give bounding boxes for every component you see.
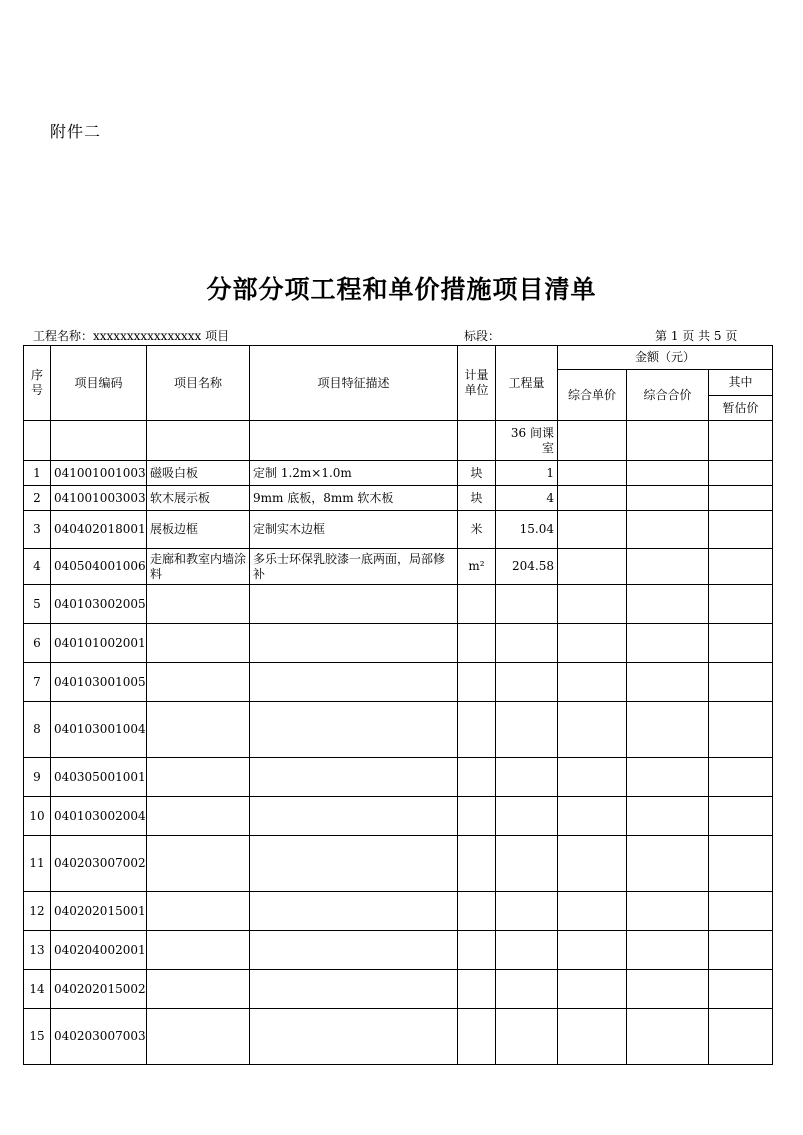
cell-amount-empty <box>558 931 627 970</box>
cell-name: 磁吸白板 <box>147 461 250 486</box>
cell-amount-empty <box>558 549 627 585</box>
cell-code: 041001001003 <box>51 461 147 486</box>
cell-code: 040402018001 <box>51 511 147 549</box>
cell-desc <box>250 970 458 1009</box>
cell-qty <box>496 797 558 836</box>
cell-desc <box>250 797 458 836</box>
cell-qty <box>496 663 558 702</box>
table-row <box>24 486 773 511</box>
cell-amount-empty <box>627 758 709 797</box>
table-cell <box>709 421 773 461</box>
table-cell <box>147 421 250 461</box>
cell-amount-empty <box>558 892 627 931</box>
cell-name <box>147 931 250 970</box>
cell-qty: 4 <box>496 486 558 511</box>
cell-code: 040203007003 <box>51 1009 147 1065</box>
cell-amount-empty <box>627 624 709 663</box>
table-row <box>24 624 773 663</box>
table-row <box>24 797 773 836</box>
cell-desc <box>250 892 458 931</box>
cell-seq: 7 <box>24 663 51 702</box>
cell-amount-empty <box>709 931 773 970</box>
cell-code: 040204002001 <box>51 931 147 970</box>
cell-amount-empty <box>558 511 627 549</box>
table-cell <box>627 421 709 461</box>
cell-unit <box>458 970 496 1009</box>
cell-amount-empty <box>558 797 627 836</box>
document-title: 分部分项工程和单价措施项目清单 <box>206 275 597 304</box>
cell-name <box>147 1009 250 1065</box>
cell-desc <box>250 702 458 758</box>
cell-amount-empty <box>627 1009 709 1065</box>
cell-qty: 1 <box>496 461 558 486</box>
cell-code: 040202015001 <box>51 892 147 931</box>
cell-seq: 8 <box>24 702 51 758</box>
cell-amount-empty <box>709 892 773 931</box>
table-row <box>24 461 773 486</box>
cell-unit <box>458 892 496 931</box>
table-row <box>24 1009 773 1065</box>
bill-of-quantities-table <box>23 345 773 1065</box>
cell-amount-empty <box>558 461 627 486</box>
cell-amount-empty <box>558 702 627 758</box>
cell-desc <box>250 585 458 624</box>
cell-unit <box>458 585 496 624</box>
cell-name <box>147 702 250 758</box>
cell-code: 040103001005 <box>51 663 147 702</box>
cell-unit <box>458 758 496 797</box>
cell-qty: 204.58 <box>496 549 558 585</box>
header-total-price: 综合合价 <box>627 370 709 421</box>
cell-qty <box>496 758 558 797</box>
cell-qty: 15.04 <box>496 511 558 549</box>
cell-qty <box>496 836 558 892</box>
summary-qty: 36 间课室 <box>496 421 558 461</box>
cell-name: 展板边框 <box>147 511 250 549</box>
table-row <box>24 758 773 797</box>
cell-amount-empty <box>709 758 773 797</box>
cell-qty <box>496 970 558 1009</box>
section-label: 标段： <box>464 329 501 343</box>
header-desc: 项目特征描述 <box>250 346 458 421</box>
cell-unit: 米 <box>458 511 496 549</box>
cell-unit <box>458 663 496 702</box>
cell-name <box>147 624 250 663</box>
cell-code: 040103002005 <box>51 585 147 624</box>
table-row <box>24 702 773 758</box>
cell-seq: 10 <box>24 797 51 836</box>
cell-unit: 块 <box>458 486 496 511</box>
cell-amount-empty <box>558 486 627 511</box>
cell-seq: 13 <box>24 931 51 970</box>
cell-amount-empty <box>558 1009 627 1065</box>
header-provisional: 暂估价 <box>709 396 773 421</box>
header-qty: 工程量 <box>496 346 558 421</box>
cell-amount-empty <box>558 585 627 624</box>
table-row <box>24 511 773 549</box>
summary-row <box>24 421 773 461</box>
cell-name <box>147 758 250 797</box>
cell-name: 软木展示板 <box>147 486 250 511</box>
cell-amount-empty <box>709 663 773 702</box>
cell-code: 040202015002 <box>51 970 147 1009</box>
cell-desc <box>250 931 458 970</box>
cell-amount-empty <box>627 585 709 624</box>
cell-desc <box>250 624 458 663</box>
cell-amount-empty <box>558 663 627 702</box>
cell-seq: 12 <box>24 892 51 931</box>
table-row <box>24 931 773 970</box>
table-row <box>24 585 773 624</box>
cell-qty <box>496 702 558 758</box>
table-cell <box>558 421 627 461</box>
cell-amount-empty <box>558 758 627 797</box>
table-cell <box>458 421 496 461</box>
cell-desc: 多乐士环保乳胶漆一底两面，局部修补 <box>250 549 458 585</box>
cell-code: 040103002004 <box>51 797 147 836</box>
cell-amount-empty <box>558 836 627 892</box>
cell-qty <box>496 931 558 970</box>
cell-amount-empty <box>627 702 709 758</box>
cell-seq: 15 <box>24 1009 51 1065</box>
cell-amount-empty <box>627 970 709 1009</box>
table-cell <box>51 421 147 461</box>
cell-code: 040305001001 <box>51 758 147 797</box>
cell-amount-empty <box>627 663 709 702</box>
cell-seq: 6 <box>24 624 51 663</box>
cell-name <box>147 892 250 931</box>
cell-amount-empty <box>627 461 709 486</box>
cell-amount-empty <box>558 624 627 663</box>
cell-seq: 1 <box>24 461 51 486</box>
cell-name <box>147 836 250 892</box>
cell-amount-empty <box>627 511 709 549</box>
cell-name: 走廊和教室内墙涂料 <box>147 549 250 585</box>
cell-seq: 14 <box>24 970 51 1009</box>
table-cell <box>24 421 51 461</box>
table-row <box>24 663 773 702</box>
cell-seq: 9 <box>24 758 51 797</box>
cell-desc <box>250 836 458 892</box>
cell-code: 040103001004 <box>51 702 147 758</box>
cell-unit <box>458 931 496 970</box>
table-cell <box>250 421 458 461</box>
cell-seq: 2 <box>24 486 51 511</box>
cell-amount-empty <box>627 549 709 585</box>
cell-qty <box>496 892 558 931</box>
cell-unit <box>458 702 496 758</box>
table-row <box>24 970 773 1009</box>
cell-code: 040101002001 <box>51 624 147 663</box>
cell-desc <box>250 663 458 702</box>
header-unit: 计量单位 <box>458 346 496 421</box>
cell-unit <box>458 1009 496 1065</box>
header-amount: 金额（元） <box>558 346 773 370</box>
table-row <box>24 549 773 585</box>
cell-code: 040504001006 <box>51 549 147 585</box>
cell-desc <box>250 1009 458 1065</box>
page-indicator: 第 1 页 共 5 页 <box>655 329 738 343</box>
cell-seq: 3 <box>24 511 51 549</box>
cell-amount-empty <box>627 797 709 836</box>
cell-code: 041001003003 <box>51 486 147 511</box>
cell-desc: 定制实木边框 <box>250 511 458 549</box>
cell-qty <box>496 1009 558 1065</box>
cell-name <box>147 585 250 624</box>
cell-qty <box>496 624 558 663</box>
cell-unit <box>458 836 496 892</box>
cell-desc <box>250 758 458 797</box>
cell-seq: 11 <box>24 836 51 892</box>
table-row <box>24 836 773 892</box>
header-unit-price: 综合单价 <box>558 370 627 421</box>
header-of-which: 其中 <box>709 370 773 396</box>
cell-amount-empty <box>627 836 709 892</box>
cell-code: 040203007002 <box>51 836 147 892</box>
cell-name <box>147 797 250 836</box>
cell-amount-empty <box>627 486 709 511</box>
cell-amount-empty <box>709 549 773 585</box>
attachment-label: 附件二 <box>50 122 102 141</box>
cell-amount-empty <box>627 931 709 970</box>
cell-amount-empty <box>709 624 773 663</box>
cell-amount-empty <box>709 1009 773 1065</box>
cell-amount-empty <box>709 511 773 549</box>
cell-amount-empty <box>709 797 773 836</box>
header-code: 项目编码 <box>51 346 147 421</box>
cell-seq: 5 <box>24 585 51 624</box>
cell-desc: 定制 1.2m×1.0m <box>250 461 458 486</box>
cell-unit <box>458 797 496 836</box>
cell-amount-empty <box>627 892 709 931</box>
cell-qty <box>496 585 558 624</box>
cell-amount-empty <box>709 461 773 486</box>
cell-amount-empty <box>709 486 773 511</box>
cell-unit <box>458 624 496 663</box>
cell-name <box>147 970 250 1009</box>
table-row <box>24 892 773 931</box>
cell-amount-empty <box>709 836 773 892</box>
table-body <box>24 421 773 1065</box>
cell-amount-empty <box>709 585 773 624</box>
cell-amount-empty <box>709 702 773 758</box>
header-seq: 序号 <box>24 346 51 421</box>
header-name: 项目名称 <box>147 346 250 421</box>
cell-unit: 块 <box>458 461 496 486</box>
cell-amount-empty <box>709 970 773 1009</box>
cell-amount-empty <box>558 970 627 1009</box>
cell-unit: m² <box>458 549 496 585</box>
cell-name <box>147 663 250 702</box>
project-name: 工程名称：xxxxxxxxxxxxxxxx 项目 <box>33 329 230 343</box>
cell-desc: 9mm 底板，8mm 软木板 <box>250 486 458 511</box>
cell-seq: 4 <box>24 549 51 585</box>
